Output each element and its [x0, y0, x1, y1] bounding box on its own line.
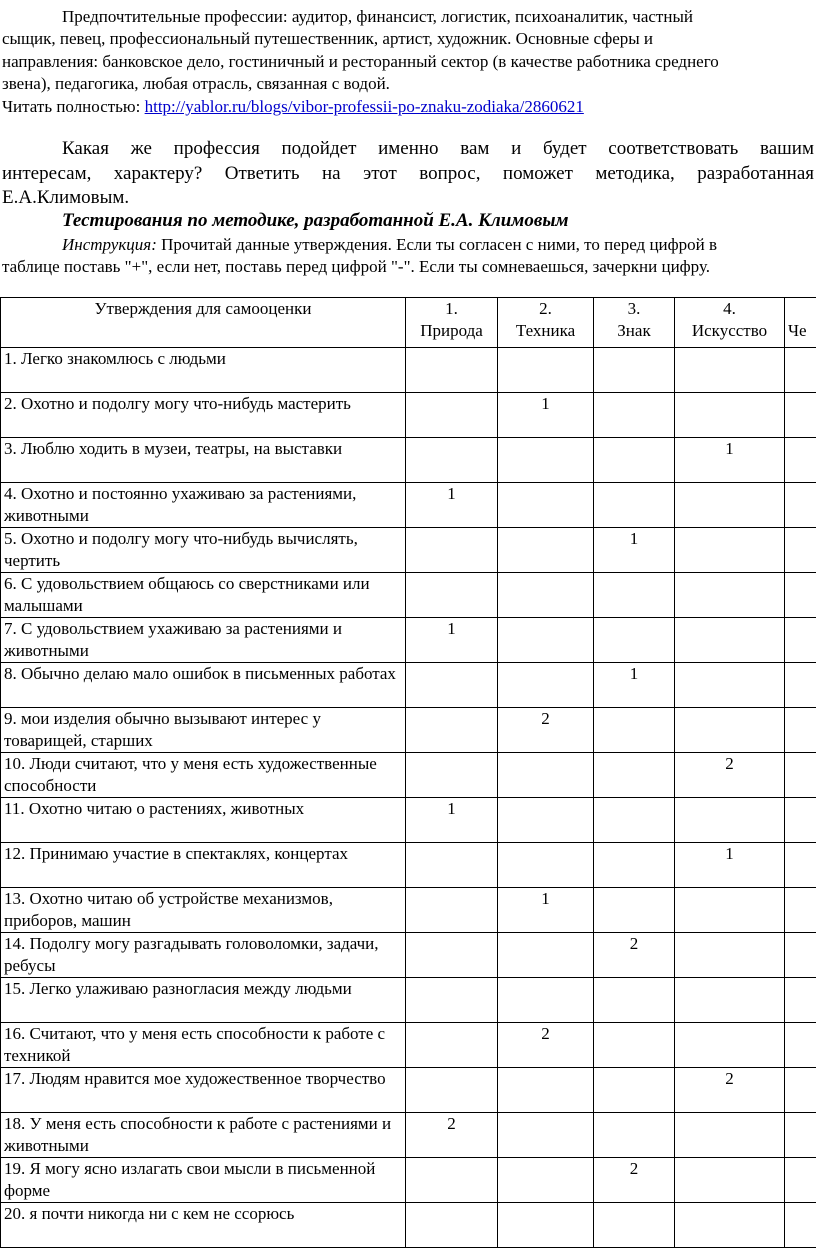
score-cell-c2[interactable]: [498, 933, 594, 978]
table-row: [1, 348, 816, 393]
score-cell-c3[interactable]: [594, 798, 675, 843]
score-cell-c3[interactable]: [594, 483, 675, 528]
instruction-line-1: [62, 234, 717, 256]
table-row: [1, 1203, 816, 1248]
intro-line-2: сыщик, певец, профессиональный путешественник, артист, художник. Основные сферы и: [2, 28, 653, 50]
score-cell-c5[interactable]: [785, 663, 816, 708]
score-cell-c4[interactable]: 2: [675, 1068, 785, 1113]
score-cell-c1[interactable]: [406, 528, 498, 573]
score-cell-c3[interactable]: [594, 1068, 675, 1113]
table-header-row: [1, 298, 816, 348]
table-row: [1, 978, 816, 1023]
score-cell-c1[interactable]: [406, 1023, 498, 1068]
score-cell-c2[interactable]: [498, 1068, 594, 1113]
table-row: [1, 1068, 816, 1113]
table-row: [1, 573, 816, 618]
score-cell-c5[interactable]: [785, 708, 816, 753]
score-cell-c4[interactable]: [675, 483, 785, 528]
table-row: [1, 933, 816, 978]
score-cell-c5[interactable]: [785, 348, 816, 393]
header-statement: Утверждения для самооценки: [1, 298, 406, 348]
score-cell-c4[interactable]: [675, 888, 785, 933]
score-cell-c3[interactable]: [594, 348, 675, 393]
score-cell-c4[interactable]: [675, 393, 785, 438]
statement-cell: 13. Охотно читаю об устройстве механизмов, приборов, машин: [1, 888, 406, 933]
statement-cell: 14. Подолгу могу разгадывать головоломки, задачи, ребусы: [1, 933, 406, 978]
score-cell-c5[interactable]: [785, 843, 816, 888]
statement-cell: 1. Легко знакомлюсь с людьми: [1, 348, 406, 393]
read-more: [2, 96, 584, 118]
score-cell-c2[interactable]: 2: [498, 708, 594, 753]
read-more-link[interactable]: http://yablor.ru/blogs/vibor-professii-po-znaku-zodiaka/2860621: [145, 97, 584, 116]
header-sign: 3. Знак: [594, 298, 675, 348]
score-cell-c3[interactable]: [594, 708, 675, 753]
statement-cell: 18. У меня есть способности к работе с растениями и животными: [1, 1113, 406, 1158]
table-row: [1, 528, 816, 573]
score-cell-c2[interactable]: [498, 528, 594, 573]
score-cell-c2[interactable]: [498, 348, 594, 393]
score-cell-c5[interactable]: [785, 1068, 816, 1113]
score-cell-c2[interactable]: [498, 753, 594, 798]
score-cell-c5[interactable]: [785, 798, 816, 843]
score-cell-c2[interactable]: 1: [498, 393, 594, 438]
statement-cell: 17. Людям нравится мое художественное творчество: [1, 1068, 406, 1113]
score-cell-c5[interactable]: [785, 393, 816, 438]
score-cell-c5[interactable]: [785, 1113, 816, 1158]
header-technique: 2. Техника: [498, 298, 594, 348]
score-cell-c4[interactable]: [675, 618, 785, 663]
score-cell-c3[interactable]: [594, 753, 675, 798]
score-cell-c4[interactable]: [675, 708, 785, 753]
score-cell-c2[interactable]: [498, 438, 594, 483]
table-row: [1, 663, 816, 708]
score-cell-c4[interactable]: [675, 528, 785, 573]
table-row: [1, 798, 816, 843]
header-person-partial: Че: [785, 298, 816, 348]
score-cell-c5[interactable]: [785, 438, 816, 483]
score-cell-c4[interactable]: 1: [675, 438, 785, 483]
score-cell-c5[interactable]: [785, 933, 816, 978]
score-cell-c1[interactable]: 1: [406, 483, 498, 528]
score-cell-c1[interactable]: [406, 573, 498, 618]
score-cell-c5[interactable]: [785, 1023, 816, 1068]
score-cell-c2[interactable]: [498, 843, 594, 888]
table-row: [1, 1158, 816, 1203]
score-cell-c4[interactable]: [675, 663, 785, 708]
score-cell-c5[interactable]: [785, 978, 816, 1023]
score-cell-c3[interactable]: 1: [594, 663, 675, 708]
score-cell-c3[interactable]: [594, 438, 675, 483]
table-row: [1, 708, 816, 753]
score-cell-c2[interactable]: [498, 1203, 594, 1248]
score-cell-c2[interactable]: [498, 618, 594, 663]
statement-cell: 11. Охотно читаю о растениях, животных: [1, 798, 406, 843]
instruction-label: Инструкция:: [62, 235, 157, 254]
score-cell-c1[interactable]: [406, 1203, 498, 1248]
score-cell-c2[interactable]: [498, 798, 594, 843]
score-cell-c5[interactable]: [785, 528, 816, 573]
statement-cell: 12. Принимаю участие в спектаклях, концертах: [1, 843, 406, 888]
statement-cell: 16. Считают, что у меня есть способности к работе с техникой: [1, 1023, 406, 1068]
score-cell-c4[interactable]: [675, 1158, 785, 1203]
score-cell-c5[interactable]: [785, 888, 816, 933]
score-cell-c5[interactable]: [785, 618, 816, 663]
score-cell-c1[interactable]: [406, 1158, 498, 1203]
statement-cell: 7. С удовольствием ухаживаю за растениями и животными: [1, 618, 406, 663]
table-row: [1, 1023, 816, 1068]
score-cell-c2[interactable]: [498, 573, 594, 618]
question-line-3: Е.А.Климовым.: [2, 186, 129, 210]
score-cell-c3[interactable]: [594, 888, 675, 933]
self-assessment-table: [0, 297, 816, 1248]
score-cell-c5[interactable]: [785, 1158, 816, 1203]
score-cell-c5[interactable]: [785, 1203, 816, 1248]
score-cell-c5[interactable]: [785, 573, 816, 618]
score-cell-c3[interactable]: [594, 573, 675, 618]
score-cell-c1[interactable]: [406, 393, 498, 438]
statement-cell: 8. Обычно делаю мало ошибок в письменных работах: [1, 663, 406, 708]
score-cell-c4[interactable]: [675, 348, 785, 393]
score-cell-c3[interactable]: 1: [594, 528, 675, 573]
score-cell-c3[interactable]: [594, 978, 675, 1023]
score-cell-c3[interactable]: 2: [594, 1158, 675, 1203]
table-row: [1, 888, 816, 933]
score-cell-c1[interactable]: [406, 348, 498, 393]
header-nature: 1. Природа: [406, 298, 498, 348]
score-cell-c2[interactable]: [498, 483, 594, 528]
score-cell-c1[interactable]: [406, 438, 498, 483]
score-cell-c1[interactable]: [406, 933, 498, 978]
statement-cell: 15. Легко улаживаю разногласия между людьми: [1, 978, 406, 1023]
statement-cell: 6. С удовольствием общаюсь со сверстниками или малышами: [1, 573, 406, 618]
statement-cell: 9. мои изделия обычно вызывают интерес у товарищей, старших: [1, 708, 406, 753]
intro-line-3: направления: банковское дело, гостиничный и ресторанный сектор (в качестве работника среднего: [2, 51, 719, 73]
score-cell-c5[interactable]: [785, 483, 816, 528]
statement-cell: 19. Я могу ясно излагать свои мысли в письменной форме: [1, 1158, 406, 1203]
score-cell-c2[interactable]: 2: [498, 1023, 594, 1068]
table-row: [1, 393, 816, 438]
score-cell-c4[interactable]: 2: [675, 753, 785, 798]
table-row: [1, 483, 816, 528]
score-cell-c3[interactable]: [594, 843, 675, 888]
score-cell-c5[interactable]: [785, 753, 816, 798]
score-cell-c2[interactable]: 1: [498, 888, 594, 933]
score-cell-c1[interactable]: [406, 663, 498, 708]
statement-cell: 2. Охотно и подолгу могу что-нибудь мастерить: [1, 393, 406, 438]
statement-cell: 3. Люблю ходить в музеи, театры, на выставки: [1, 438, 406, 483]
score-cell-c1[interactable]: [406, 978, 498, 1023]
table-body: [1, 348, 816, 1248]
score-cell-c2[interactable]: [498, 1113, 594, 1158]
score-cell-c4[interactable]: 1: [675, 843, 785, 888]
score-cell-c4[interactable]: [675, 978, 785, 1023]
score-cell-c3[interactable]: [594, 1203, 675, 1248]
score-cell-c1[interactable]: [406, 708, 498, 753]
score-cell-c4[interactable]: [675, 933, 785, 978]
statement-cell: 20. я почти никогда ни с кем не ссорюсь: [1, 1203, 406, 1248]
score-cell-c3[interactable]: [594, 618, 675, 663]
score-cell-c4[interactable]: [675, 573, 785, 618]
score-cell-c1[interactable]: [406, 888, 498, 933]
header-art: 4. Искусство: [675, 298, 785, 348]
score-cell-c1[interactable]: [406, 843, 498, 888]
score-cell-c1[interactable]: [406, 753, 498, 798]
table-row: [1, 753, 816, 798]
table-row: [1, 618, 816, 663]
intro-line-4: звена), педагогика, любая отрасль, связанная с водой.: [2, 73, 390, 95]
score-cell-c3[interactable]: [594, 393, 675, 438]
instruction-text-1: Прочитай данные утверждения. Если ты согласен с ними, то перед цифрой в: [161, 235, 717, 254]
question-line-2: интересам, характеру? Ответить на этот вопрос, поможет методика, разработанная: [2, 162, 814, 186]
score-cell-c1[interactable]: [406, 1068, 498, 1113]
table-row: [1, 1113, 816, 1158]
score-cell-c2[interactable]: [498, 1158, 594, 1203]
table-row: [1, 843, 816, 888]
section-heading: Тестирования по методике, разработанной Е.А. Климовым: [62, 209, 569, 233]
score-cell-c3[interactable]: 2: [594, 933, 675, 978]
score-cell-c4[interactable]: [675, 1113, 785, 1158]
score-cell-c4[interactable]: [675, 798, 785, 843]
score-cell-c3[interactable]: [594, 1023, 675, 1068]
statement-cell: 5. Охотно и подолгу могу что-нибудь вычислять, чертить: [1, 528, 406, 573]
score-cell-c1[interactable]: 2: [406, 1113, 498, 1158]
question-line-1: Какая же профессия подойдет именно вам и будет соответствовать вашим: [62, 137, 814, 161]
score-cell-c1[interactable]: 1: [406, 798, 498, 843]
instruction-line-2: таблице поставь "+", если нет, поставь перед цифрой "-". Если ты сомневаешься, зачеркни цифру.: [2, 256, 710, 278]
statement-cell: 10. Люди считают, что у меня есть художественные способности: [1, 753, 406, 798]
statement-cell: 4. Охотно и постоянно ухаживаю за растениями, животными: [1, 483, 406, 528]
score-cell-c2[interactable]: [498, 663, 594, 708]
read-more-label: Читать полностью:: [2, 97, 140, 116]
score-cell-c4[interactable]: [675, 1203, 785, 1248]
table-row: [1, 438, 816, 483]
score-cell-c3[interactable]: [594, 1113, 675, 1158]
score-cell-c2[interactable]: [498, 978, 594, 1023]
score-cell-c4[interactable]: [675, 1023, 785, 1068]
score-cell-c1[interactable]: 1: [406, 618, 498, 663]
intro-line-1: Предпочтительные профессии: аудитор, финансист, логистик, психоаналитик, частный: [62, 6, 693, 28]
